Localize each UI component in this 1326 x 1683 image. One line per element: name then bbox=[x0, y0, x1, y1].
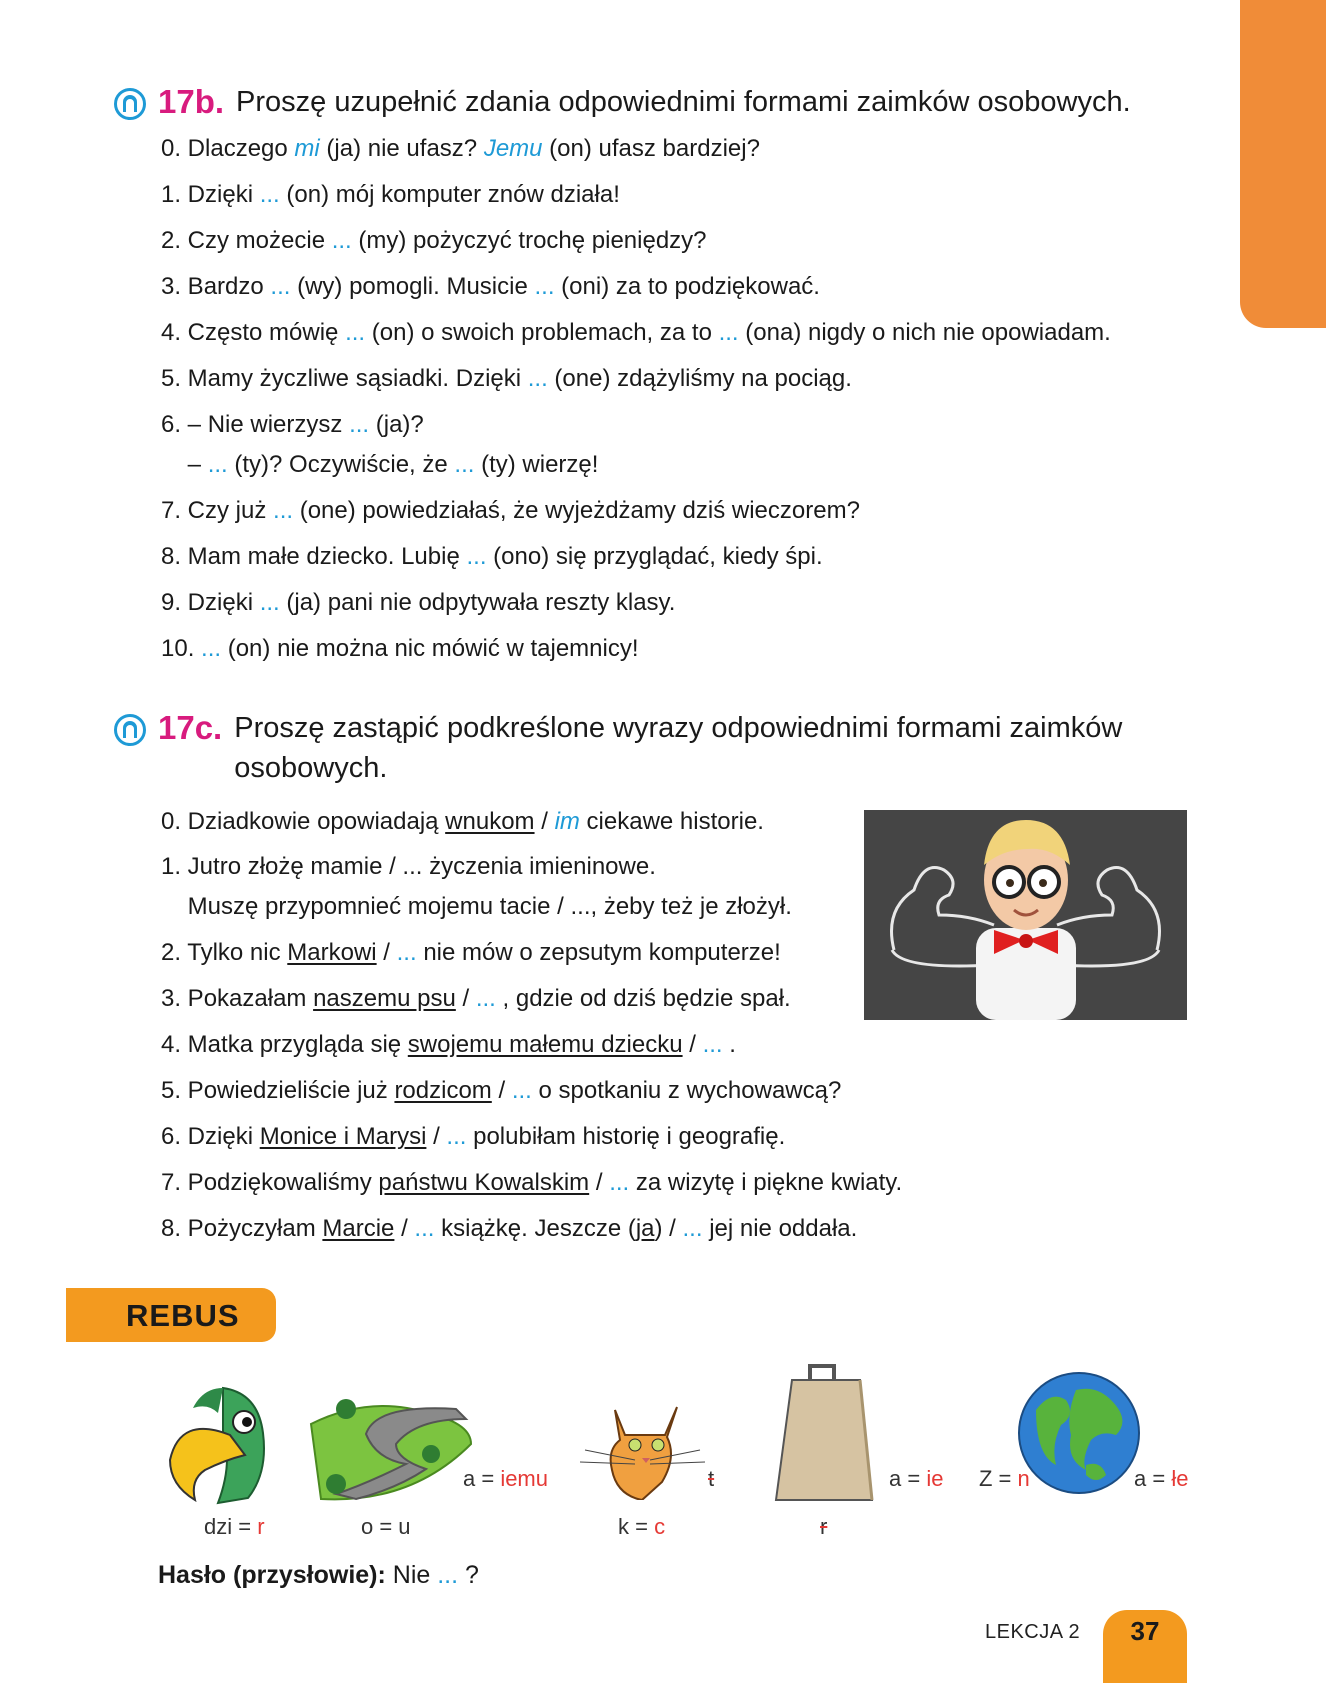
answer-blank: ... bbox=[534, 273, 555, 300]
underlined-word: Markowi bbox=[287, 939, 377, 966]
underlined-word: wnukom bbox=[445, 808, 535, 835]
sentence-text: 4. Matka przygląda się bbox=[161, 1031, 408, 1058]
sentence-text: nie mów o zepsutym komputerze! bbox=[416, 939, 781, 966]
sentence-text: (ono) się przyglądać, kiedy śpi. bbox=[486, 543, 823, 570]
sentence-text: (ona) nigdy o nich nie opowiadam. bbox=[738, 319, 1111, 346]
sentence-text: , gdzie od dziś będzie spał. bbox=[495, 985, 791, 1012]
sentence-text: ) / bbox=[654, 1215, 683, 1242]
underlined-word: ja bbox=[635, 1215, 655, 1242]
sentence-text: (on) mój komputer znów działa! bbox=[279, 181, 620, 208]
exercise-17b-header bbox=[114, 82, 1131, 122]
globe-picture bbox=[1016, 1370, 1142, 1496]
rebus-hint: a = ie bbox=[889, 1466, 944, 1491]
exercise-instruction bbox=[234, 708, 1122, 788]
answer-blank: ... bbox=[609, 1169, 630, 1196]
exercise-sentence bbox=[161, 1168, 902, 1198]
sentence-text: książkę. Jeszcze ( bbox=[434, 1215, 636, 1242]
answer-blank: ... bbox=[466, 543, 487, 570]
sentence-text: / bbox=[394, 1215, 415, 1242]
exercise-sentence bbox=[161, 938, 781, 968]
underlined-word: Monice i Marysi bbox=[259, 1123, 427, 1150]
exercise-sentence bbox=[161, 318, 1111, 348]
underlined-word: naszemu psu bbox=[313, 985, 456, 1012]
sentence-text: jej nie oddała. bbox=[702, 1215, 858, 1242]
exercise-sentence bbox=[161, 634, 639, 664]
sentence-text: / bbox=[376, 939, 397, 966]
rebus-hint: dzi = r bbox=[204, 1514, 265, 1539]
cat-picture bbox=[580, 1390, 720, 1500]
password-label: Hasło (przysłowie): bbox=[158, 1561, 386, 1589]
sentence-text: 3. Bardzo bbox=[161, 273, 271, 300]
exercise-sentence bbox=[161, 226, 707, 256]
underlined-word: Marcie bbox=[322, 1215, 395, 1242]
exercise-sentence bbox=[161, 852, 656, 882]
exercise-instruction: Proszę uzupełnić zdania odpowiednimi formami zaimków osobowych. bbox=[236, 86, 1131, 118]
sentence-text: 0. Dziadkowie opowiadają bbox=[161, 808, 446, 835]
rebus-struck-letter: t bbox=[708, 1466, 715, 1491]
sentence-text: (on) ufasz bardziej? bbox=[542, 135, 760, 162]
answer-blank: ... bbox=[682, 1215, 703, 1242]
rebus-label: REBUS bbox=[126, 1298, 240, 1333]
chapter-side-tab bbox=[1240, 0, 1326, 328]
sentence-text: (ty) wierzę! bbox=[474, 451, 599, 478]
sentence-text: 7. Czy już bbox=[161, 497, 274, 524]
sentence-text: (one) zdążyliśmy na pociąg. bbox=[547, 365, 852, 392]
exercise-sentence bbox=[161, 134, 760, 164]
instruction-line-1: Proszę zastąpić podkreślone wyrazy odpowiednimi formami zaimków bbox=[234, 712, 1123, 744]
answer-blank: ... bbox=[396, 939, 417, 966]
answer-blank: ... bbox=[511, 1077, 532, 1104]
sentence-text: (ja) pani nie odpytywała reszty klasy. bbox=[279, 589, 676, 616]
instruction-line-2: osobowych. bbox=[234, 752, 388, 784]
answer-blank: ... bbox=[718, 319, 739, 346]
exercise-sentence bbox=[161, 1122, 785, 1152]
sentence-text: 1. Jutro złożę mamie / ... życzenia imieninowe. bbox=[161, 853, 656, 880]
exercise-sentence bbox=[161, 496, 860, 526]
example-answer: Jemu bbox=[483, 135, 543, 162]
exercise-sentence bbox=[161, 892, 792, 922]
exercise-sentence bbox=[161, 450, 598, 480]
exercise-number: 17b. bbox=[158, 83, 225, 120]
exercise-number: 17c. bbox=[158, 709, 223, 746]
answer-blank: ... bbox=[207, 451, 228, 478]
sentence-text: 2. Czy możecie bbox=[161, 227, 332, 254]
winding-road-picture bbox=[306, 1384, 476, 1502]
answer-blank: ... bbox=[414, 1215, 435, 1242]
sentence-text: (on) nie można nic mówić w tajemnicy! bbox=[221, 635, 639, 662]
sentence-text: 0. Dlaczego bbox=[161, 135, 295, 162]
paper-bag-picture bbox=[770, 1358, 880, 1508]
answer-blank: ... bbox=[527, 365, 548, 392]
page-number: 37 bbox=[1130, 1616, 1160, 1646]
sentence-text: o spotkaniu z wychowawcą? bbox=[531, 1077, 842, 1104]
answer-blank: ... bbox=[270, 273, 291, 300]
boy-chalkboard-photo bbox=[864, 810, 1187, 1020]
exercise-sentence bbox=[161, 272, 820, 302]
sentence-text: 8. Mam małe dziecko. Lubię bbox=[161, 543, 467, 570]
rebus-struck-letter: r bbox=[820, 1514, 828, 1539]
pencil-task-icon bbox=[114, 88, 146, 120]
answer-blank: ... bbox=[702, 1031, 723, 1058]
sentence-text: 1. Dzięki bbox=[161, 181, 260, 208]
exercise-sentence bbox=[161, 984, 791, 1014]
sentence-text: 9. Dzięki bbox=[161, 589, 260, 616]
rebus-hint: k = c bbox=[618, 1514, 666, 1539]
sentence-text: . bbox=[722, 1031, 736, 1058]
sentence-text: 3. Pokazałam bbox=[161, 985, 314, 1012]
sentence-text: (my) pożyczyć trochę pieniędzy? bbox=[351, 227, 707, 254]
exercise-17c-header bbox=[114, 708, 1122, 788]
exercise-sentence bbox=[161, 542, 823, 572]
exercise-sentence bbox=[161, 807, 764, 837]
answer-blank: ... bbox=[201, 635, 222, 662]
underlined-word: swojemu małemu dziecku bbox=[407, 1031, 683, 1058]
exercise-sentence bbox=[161, 1076, 841, 1106]
sentence-text: / bbox=[589, 1169, 610, 1196]
sentence-text: / bbox=[426, 1123, 447, 1150]
rebus-label-tab bbox=[66, 1288, 276, 1342]
sentence-text: polubiłam historię i geografię. bbox=[466, 1123, 786, 1150]
sentence-text: (wy) pomogli. Musicie bbox=[290, 273, 535, 300]
answer-blank: ... bbox=[475, 985, 496, 1012]
sentence-text: 4. Często mówię bbox=[161, 319, 346, 346]
page-number-tab bbox=[1103, 1610, 1187, 1683]
underlined-word: państwu Kowalskim bbox=[378, 1169, 590, 1196]
rebus-hint: o = u bbox=[361, 1514, 411, 1539]
answer-blank: ... bbox=[331, 227, 352, 254]
sentence-text: / bbox=[534, 808, 555, 835]
sentence-text: (ja) nie ufasz? bbox=[319, 135, 484, 162]
sentence-text: / bbox=[491, 1077, 512, 1104]
sentence-text: 10. bbox=[161, 635, 202, 662]
sentence-text: 8. Pożyczyłam bbox=[161, 1215, 323, 1242]
answer-blank: ... bbox=[259, 589, 280, 616]
rebus-password: Hasło (przysłowie): Nie ... ? bbox=[158, 1561, 479, 1589]
sentence-text: 6. – Nie wierzysz bbox=[161, 411, 350, 438]
rebus-hint: a = łe bbox=[1134, 1466, 1189, 1491]
sentence-text: / bbox=[455, 985, 476, 1012]
rebus-hint: a = iemu bbox=[463, 1466, 548, 1491]
exercise-sentence bbox=[161, 1214, 857, 1244]
example-answer: im bbox=[554, 808, 580, 835]
sentence-text: – bbox=[161, 451, 208, 478]
underlined-word: rodzicom bbox=[394, 1077, 492, 1104]
sentence-text: 2. Tylko nic bbox=[161, 939, 288, 966]
answer-blank: ... bbox=[273, 497, 294, 524]
parrot-head-picture bbox=[168, 1380, 272, 1506]
exercise-sentence bbox=[161, 180, 620, 210]
answer-blank: ... bbox=[259, 181, 280, 208]
sentence-text: ciekawe historie. bbox=[579, 808, 764, 835]
exercise-sentence bbox=[161, 364, 852, 394]
pencil-task-icon bbox=[114, 714, 146, 746]
exercise-sentence bbox=[161, 410, 424, 440]
answer-blank: ... bbox=[446, 1123, 467, 1150]
rebus-hint: Z = n bbox=[979, 1466, 1030, 1491]
sentence-text: 5. Powiedzieliście już bbox=[161, 1077, 395, 1104]
lesson-label: LEKCJA 2 bbox=[985, 1621, 1081, 1643]
answer-blank: ... bbox=[349, 411, 370, 438]
sentence-text: (one) powiedziałaś, że wyjeżdżamy dziś wieczorem? bbox=[293, 497, 860, 524]
sentence-text: za wizytę i piękne kwiaty. bbox=[629, 1169, 903, 1196]
sentence-text: (ja)? bbox=[369, 411, 424, 438]
sentence-text: (ty)? Oczywiście, że bbox=[227, 451, 455, 478]
exercise-sentence bbox=[161, 588, 675, 618]
answer-blank: ... bbox=[437, 1561, 459, 1589]
example-answer: mi bbox=[294, 135, 320, 162]
sentence-text: (oni) za to podziękować. bbox=[554, 273, 820, 300]
answer-blank: ... bbox=[345, 319, 366, 346]
answer-blank: ... bbox=[454, 451, 475, 478]
sentence-text: / bbox=[682, 1031, 703, 1058]
sentence-text: 7. Podziękowaliśmy bbox=[161, 1169, 379, 1196]
sentence-text: 5. Mamy życzliwe sąsiadki. Dzięki bbox=[161, 365, 528, 392]
exercise-sentence bbox=[161, 1030, 736, 1060]
sentence-text: Muszę przypomnieć mojemu tacie / ..., żeby też je złożył. bbox=[161, 893, 792, 920]
sentence-text: (on) o swoich problemach, za to bbox=[365, 319, 719, 346]
sentence-text: 6. Dzięki bbox=[161, 1123, 260, 1150]
